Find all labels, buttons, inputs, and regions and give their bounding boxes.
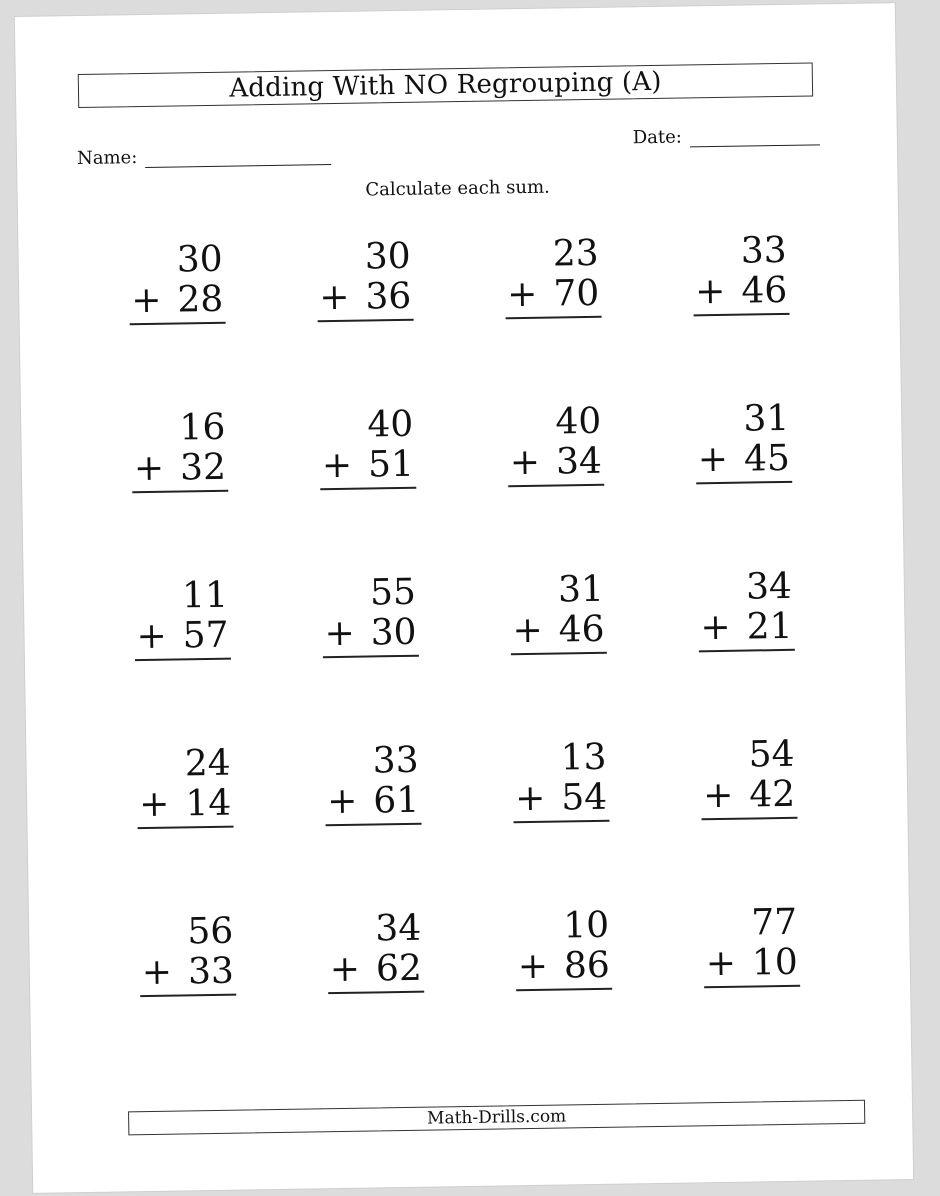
addition-problem <box>128 240 227 409</box>
date-field <box>633 124 820 148</box>
bottom-row <box>137 784 234 830</box>
date-blank-line <box>690 126 820 147</box>
plus-sign: + <box>694 270 726 313</box>
bottom-row <box>703 943 800 989</box>
name-blank-line <box>145 146 331 168</box>
bottom-addend: 46 <box>558 608 605 651</box>
plus-sign: + <box>136 615 168 658</box>
bottom-addend: 28 <box>177 278 224 321</box>
bottom-addend: 62 <box>375 947 423 990</box>
bottom-row <box>505 274 602 320</box>
top-addend: 33 <box>740 229 787 272</box>
addition-problem <box>512 738 611 907</box>
plus-sign: + <box>326 780 358 823</box>
bottom-row <box>328 949 425 995</box>
worksheet-page <box>15 3 913 1193</box>
top-addend: 31 <box>743 397 790 440</box>
plus-sign: + <box>700 606 731 649</box>
addition-problem <box>131 408 230 577</box>
plus-sign: + <box>697 438 729 481</box>
date-label: Date: <box>632 126 683 149</box>
addition-problem <box>703 903 802 1072</box>
bottom-row <box>132 448 229 494</box>
plus-sign: + <box>509 441 541 484</box>
addition-problem <box>136 744 235 913</box>
bottom-row <box>325 781 422 827</box>
bottom-row <box>513 778 610 824</box>
plus-sign: + <box>702 774 734 817</box>
plus-sign: + <box>329 948 361 991</box>
plus-sign: + <box>318 276 350 319</box>
addition-problem <box>319 405 418 574</box>
bottom-addend: 54 <box>561 776 608 819</box>
plus-sign: + <box>133 447 165 490</box>
top-addend: 55 <box>369 571 417 614</box>
title-box <box>78 62 813 108</box>
plus-sign: + <box>130 279 162 322</box>
instruction-text: Calculate each sum. <box>365 176 550 201</box>
addition-problem <box>507 402 606 571</box>
addition-problem <box>700 735 799 904</box>
top-addend: 30 <box>364 235 411 278</box>
top-addend: 40 <box>555 400 602 443</box>
bottom-addend: 30 <box>370 611 417 654</box>
top-addend: 40 <box>367 403 414 446</box>
addition-problem <box>134 576 233 745</box>
top-addend: 54 <box>748 733 795 776</box>
footer-text: Math-Drills.com <box>426 1106 567 1129</box>
bottom-addend: 45 <box>743 437 791 480</box>
bottom-row <box>701 775 798 821</box>
plus-sign: + <box>512 609 544 652</box>
bottom-addend: 86 <box>563 944 611 987</box>
top-addend: 24 <box>184 742 231 785</box>
plus-sign: + <box>324 612 356 655</box>
top-addend: 30 <box>176 238 223 281</box>
bottom-row <box>696 439 793 485</box>
worksheet-title: Adding With NO Regrouping (A) <box>229 66 662 104</box>
bottom-addend: 34 <box>555 440 603 483</box>
addition-problem <box>515 906 614 1075</box>
plus-sign: + <box>514 777 546 820</box>
bottom-addend: 42 <box>748 773 796 816</box>
plus-sign: + <box>138 783 170 826</box>
bottom-row <box>317 277 414 323</box>
addition-problem <box>695 399 794 568</box>
bottom-addend: 46 <box>741 269 788 312</box>
addition-problem <box>698 567 797 736</box>
name-field <box>77 144 332 169</box>
name-label: Name: <box>76 147 138 170</box>
addition-problem <box>692 231 791 400</box>
bottom-row <box>140 952 237 998</box>
bottom-addend: 32 <box>179 446 227 489</box>
bottom-addend: 21 <box>746 605 793 648</box>
bottom-row <box>510 610 607 656</box>
plus-sign: + <box>705 942 737 985</box>
top-addend: 33 <box>372 739 419 782</box>
addition-problem <box>327 909 426 1078</box>
bottom-row <box>320 445 417 491</box>
addition-problem <box>510 570 609 739</box>
addition-problem <box>316 237 415 406</box>
top-addend: 11 <box>181 574 229 617</box>
bottom-addend: 33 <box>187 950 235 993</box>
bottom-row <box>693 271 790 317</box>
bottom-row <box>698 607 795 653</box>
bottom-addend: 14 <box>185 782 232 825</box>
plus-sign: + <box>517 945 549 988</box>
addition-problem <box>322 573 421 742</box>
bottom-addend: 10 <box>751 941 799 984</box>
top-addend: 23 <box>552 232 599 275</box>
bottom-row <box>508 442 605 488</box>
plus-sign: + <box>321 444 353 487</box>
top-addend: 31 <box>557 568 605 611</box>
plus-sign: + <box>506 273 538 316</box>
top-addend: 34 <box>745 565 793 608</box>
bottom-addend: 61 <box>373 779 420 822</box>
top-addend: 16 <box>179 406 226 449</box>
addition-problem <box>504 234 603 403</box>
top-addend: 56 <box>187 910 234 953</box>
top-addend: 34 <box>375 907 422 950</box>
top-addend: 10 <box>563 904 610 947</box>
top-addend: 77 <box>751 901 798 944</box>
bottom-addend: 57 <box>182 614 229 657</box>
bottom-addend: 51 <box>367 443 415 486</box>
bottom-addend: 70 <box>553 272 600 315</box>
bottom-row <box>515 946 612 992</box>
addition-problem <box>324 741 423 910</box>
bottom-addend: 36 <box>365 275 412 318</box>
bottom-row <box>129 280 226 326</box>
plus-sign: + <box>141 951 173 994</box>
footer-box <box>128 1100 865 1136</box>
bottom-row <box>134 616 231 662</box>
top-addend: 13 <box>560 736 607 779</box>
bottom-row <box>322 613 419 659</box>
problem-grid <box>128 230 831 1081</box>
addition-problem <box>139 912 238 1081</box>
